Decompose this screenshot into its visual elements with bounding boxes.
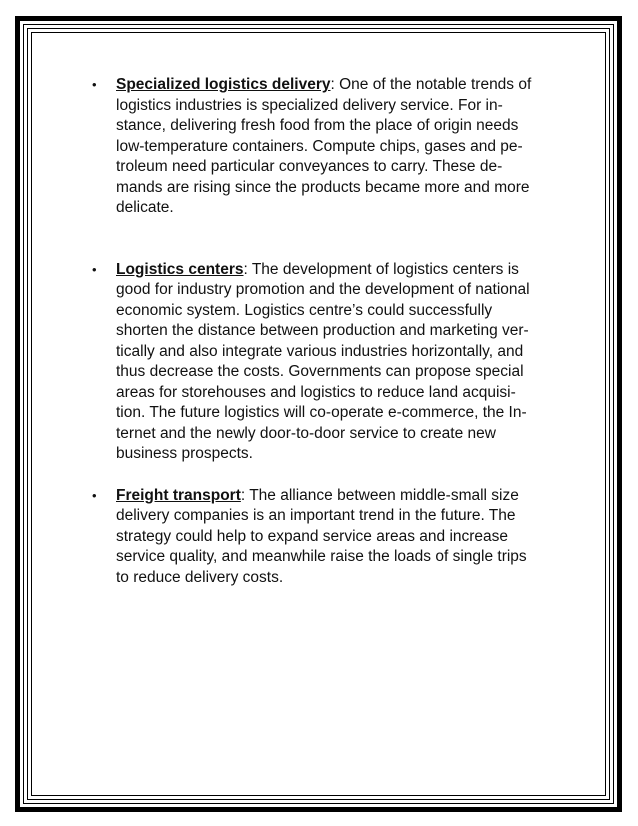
text-line: tically and also integrate various industries horizontally, and — [116, 342, 524, 360]
bullet-icon: • — [92, 77, 97, 92]
text-line: tion. The future logistics will co-operate e-commerce, the In- — [116, 404, 527, 421]
bullet-icon: • — [92, 487, 97, 503]
text-line: mands are rising since the products became more and more — [116, 178, 530, 196]
list-item-text — [116, 486, 570, 589]
text-line: low-temperature containers. Compute chips, gases and pe- — [116, 137, 523, 155]
bullet-icon: • — [92, 261, 97, 277]
list-item-term: Freight transport — [116, 486, 241, 504]
text-line: areas for storehouses and logistics to reduce land acquisi- — [116, 383, 516, 401]
text-line: service quality, and meanwhile raise the loads of single trips — [116, 548, 527, 565]
text-line: good for industry promotion and the development of national — [116, 281, 530, 298]
bullet-list — [90, 75, 570, 588]
list-item-text — [116, 260, 570, 465]
list-item-specialized-logistics-delivery — [90, 75, 570, 219]
text-line: shorten the distance between production and marketing ver- — [116, 322, 529, 339]
text-line: strategy could help to expand service areas and increase — [116, 527, 509, 545]
text-line: thus decrease the costs. Governments can propose special — [116, 363, 524, 380]
text-line: logistics industries is specialized delivery service. For in- — [116, 96, 503, 114]
list-item-term: Logistics centers — [116, 260, 244, 278]
list-item-freight-transport — [90, 486, 570, 589]
text-line: stance, delivering fresh food from the place of origin needs — [116, 117, 519, 134]
text-line: : The alliance between middle-small size — [240, 486, 519, 504]
text-line: business prospects. — [116, 445, 253, 462]
text-line: ternet and the newly door-to-door service to create new — [116, 424, 496, 442]
text-line: economic system. Logistics centre’s could successfully — [116, 301, 493, 319]
list-item-text — [116, 75, 570, 219]
text-line: to reduce delivery costs. — [116, 568, 284, 586]
text-line: troleum need particular conveyances to carry. These de- — [116, 158, 503, 175]
text-line: delivery companies is an important trend in the future. The — [116, 507, 516, 524]
text-line: : One of the notable trends of — [330, 76, 532, 93]
text-line: : The development of logistics centers is — [243, 260, 519, 278]
text-line: delicate. — [116, 199, 174, 216]
list-item-logistics-centers — [90, 260, 570, 465]
list-item-term: Specialized logistics delivery — [116, 76, 331, 93]
